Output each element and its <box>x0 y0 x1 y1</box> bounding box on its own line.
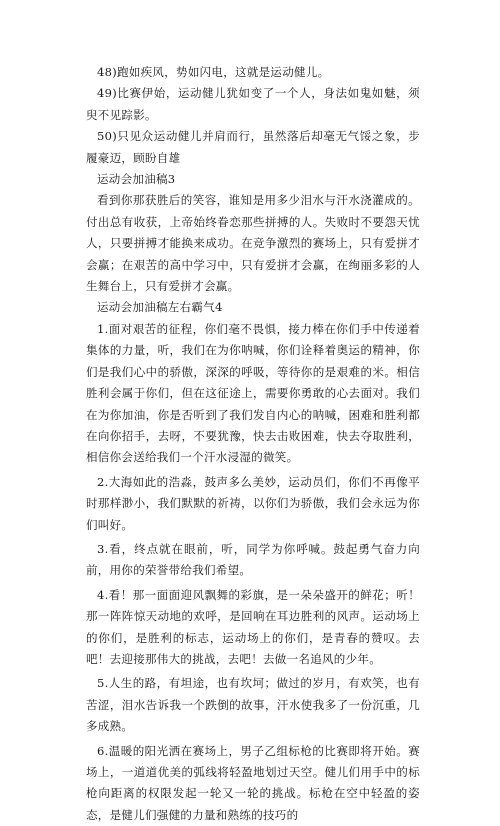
paragraph-item-4: 4.看！那一面面迎风飘舞的彩旗，是一朵朵盛开的鲜花；听！那一阵阵惊天动地的欢呼，是回响在耳边胜利的风声。运动场上的你们，是胜利的标志，运动场上的你们，是青春的赞叹。去吧！去迎接那伟大的挑战，去吧！去做一名追风的少年。 <box>86 587 420 666</box>
paragraph-item-1: 1.面对艰苦的征程，你们毫不畏惧，接力棒在你们手中传递着集体的力量，听，我们在为你呐喊，你们诠释着奥运的精神，你们是我们心中的骄傲，深深的呼吸，等待你的是艰难的米。相信胜利会属于你们，但在这征途上，需要你勇敢的心去面对。我们在为你加油，你是否听到了我们发自内心的呐喊，困难和胜利都在向你招手，去呀，不要犹豫，快去击败困难，快去夺取胜利，相信你会送给我们一个汗水浸湿的微笑。 <box>86 321 420 465</box>
list-item-48: 48)跑如疾风，势如闪电，这就是运动健儿。 <box>97 65 330 79</box>
paragraph-item-6: 6.温暖的阳光洒在赛场上，男子乙组标枪的比赛即将开始。赛场上，一道道优美的弧线将轻盈地划过天空。健儿们用手中的标枪向距离的权限发起一轮又一轮的挑战。标枪在空中轻盈的姿态，是健儿们强健的力量和熟练的技巧的 <box>86 743 420 822</box>
section-heading-3: 运动会加油稿3 <box>97 172 176 187</box>
section-heading-4: 运动会加油稿左右霸气4 <box>97 300 223 315</box>
paragraph-item-3: 3.看，终点就在眼前，听，同学为你呼喊。鼓起勇气奋力向前，用你的荣誉带给我们希望。 <box>86 541 420 578</box>
paragraph-item-2: 2.大海如此的浩淼，鼓声多么美妙，运动员们，你们不再像平时那样渺小，我们默默的祈祷，以你们为骄傲，我们会永远为你们叫好。 <box>86 474 420 532</box>
list-item-49: 49)比赛伊始，运动健儿犹如变了一个人，身法如鬼如魅，须臾不见踪影。 <box>86 86 420 122</box>
paragraph-item-5: 5.人生的路，有坦途，也有坎坷；做过的岁月，有欢笑，也有苦涩，泪水告诉我一个跌倒的故事，汗水使我多了一份沉重，几多成熟。 <box>86 676 420 734</box>
paragraph-3: 看到你那获胜后的笑容，谁知是用多少泪水与汗水浇灌成的。付出总有收获，上帝始终眷恋那些拼搏的人。失败时不要怨天忧人，只要拼搏才能换来成功。在竞争激烈的赛场上，只有爱拼才会赢；在艰苦的高中学习中，只有爱拼才会赢，在绚丽多彩的人生舞台上，只有爱拼才会赢。 <box>86 193 420 294</box>
list-item-50: 50)只见众运动健儿并肩而行，虽然落后却毫无气馁之象，步履豪迈，顾盼自雄 <box>86 129 420 165</box>
document-body <box>86 62 420 826</box>
